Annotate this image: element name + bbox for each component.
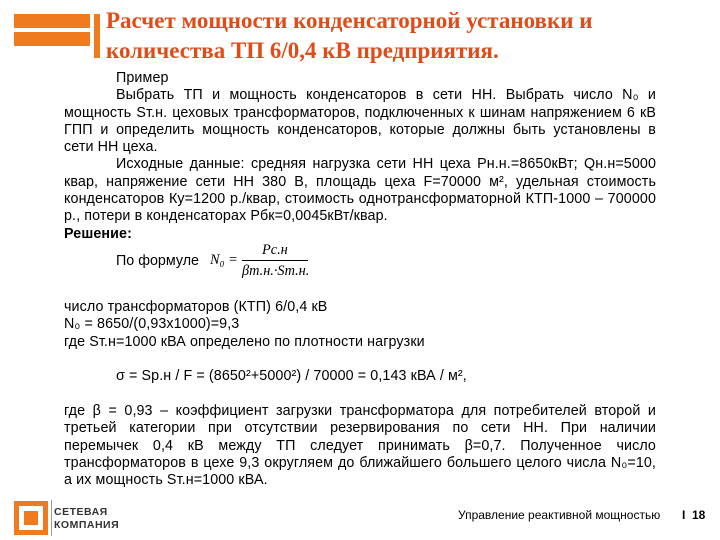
s-rated-text: где Sт.н=1000 кВА определено по плотности нагрузки bbox=[64, 333, 425, 350]
slide-title: Расчет мощности конденсаторной установки и количества ТП 6/0,4 кВ предприятия. bbox=[106, 8, 593, 63]
example-heading: Пример bbox=[116, 70, 169, 86]
footer-caption: Управление реактивной мощностью bbox=[458, 508, 661, 522]
transformer-count-calc: N₀ = 8650/(0,93х1000)=9,3 bbox=[64, 316, 240, 333]
accent-block-1 bbox=[14, 14, 90, 28]
footer-separator: I bbox=[682, 508, 686, 522]
formula-denominator: βт.н.·Sт.н. bbox=[242, 263, 310, 279]
calculation-block bbox=[64, 299, 656, 351]
density-formula: σ = Sр.н / F = (8650²+5000²) / 70000 = 0,143 кВА / м², bbox=[116, 368, 467, 384]
page-number: 18 bbox=[692, 508, 706, 522]
beta-text: где β = 0,93 – коэффициент загрузки трансформатора для потребителей второй и третьей категории при отсутствии резервирования по сети НН. При наличии перемычек 0,4 кВ между ТП следует принимать β=0,7. Полученное число трансформаторов в цехе 9,3 округляем до ближайшего большего целого числа N₀=10, а их мощность Sт.н=1000 кВА. bbox=[64, 403, 656, 489]
formula-numerator: Pс.н bbox=[262, 242, 288, 258]
example-text: Выбрать ТП и мощность конденсаторов в сети НН. Выбрать число N₀ и мощность Sт.н. цеховых трансформаторов, подключенных к шинам напряжением 6 кВ ГПП и определить мощность конденсаторов, которые должны быть установлены в сети НН цеха. bbox=[64, 87, 656, 156]
transformer-count-label: число трансформаторов (КТП) 6/0,4 кВ bbox=[64, 299, 328, 315]
beta-block bbox=[64, 403, 656, 489]
company-logo-icon bbox=[14, 501, 48, 535]
formula-prefix: По формуле bbox=[116, 253, 199, 269]
initial-data-text: Исходные данные: средняя нагрузка сети НН цеха Рн.н.=8650кВт; Qн.н=5000 квар, напряжение сети НН 380 В, площадь цеха F=70000 м², удельная стоимость конденсаторов Ку=1200 р./квар, стоимость однотрансформаторной КТП-1000 – 700000 р., потери в конденсаторах Рбк=0,0045кВт/квар. bbox=[64, 156, 656, 225]
logo-line2: КОМПАНИЯ bbox=[54, 519, 120, 531]
example-block bbox=[64, 70, 656, 243]
logo-line1: СЕТЕВАЯ bbox=[54, 506, 108, 518]
formula-fraction-line bbox=[242, 260, 308, 261]
formula-lhs: N₀ = bbox=[210, 252, 238, 268]
solution-heading: Решение: bbox=[64, 225, 132, 242]
logo-divider bbox=[51, 500, 52, 536]
density-block bbox=[116, 368, 656, 385]
accent-block-3 bbox=[94, 14, 100, 58]
accent-block-2 bbox=[14, 32, 90, 46]
